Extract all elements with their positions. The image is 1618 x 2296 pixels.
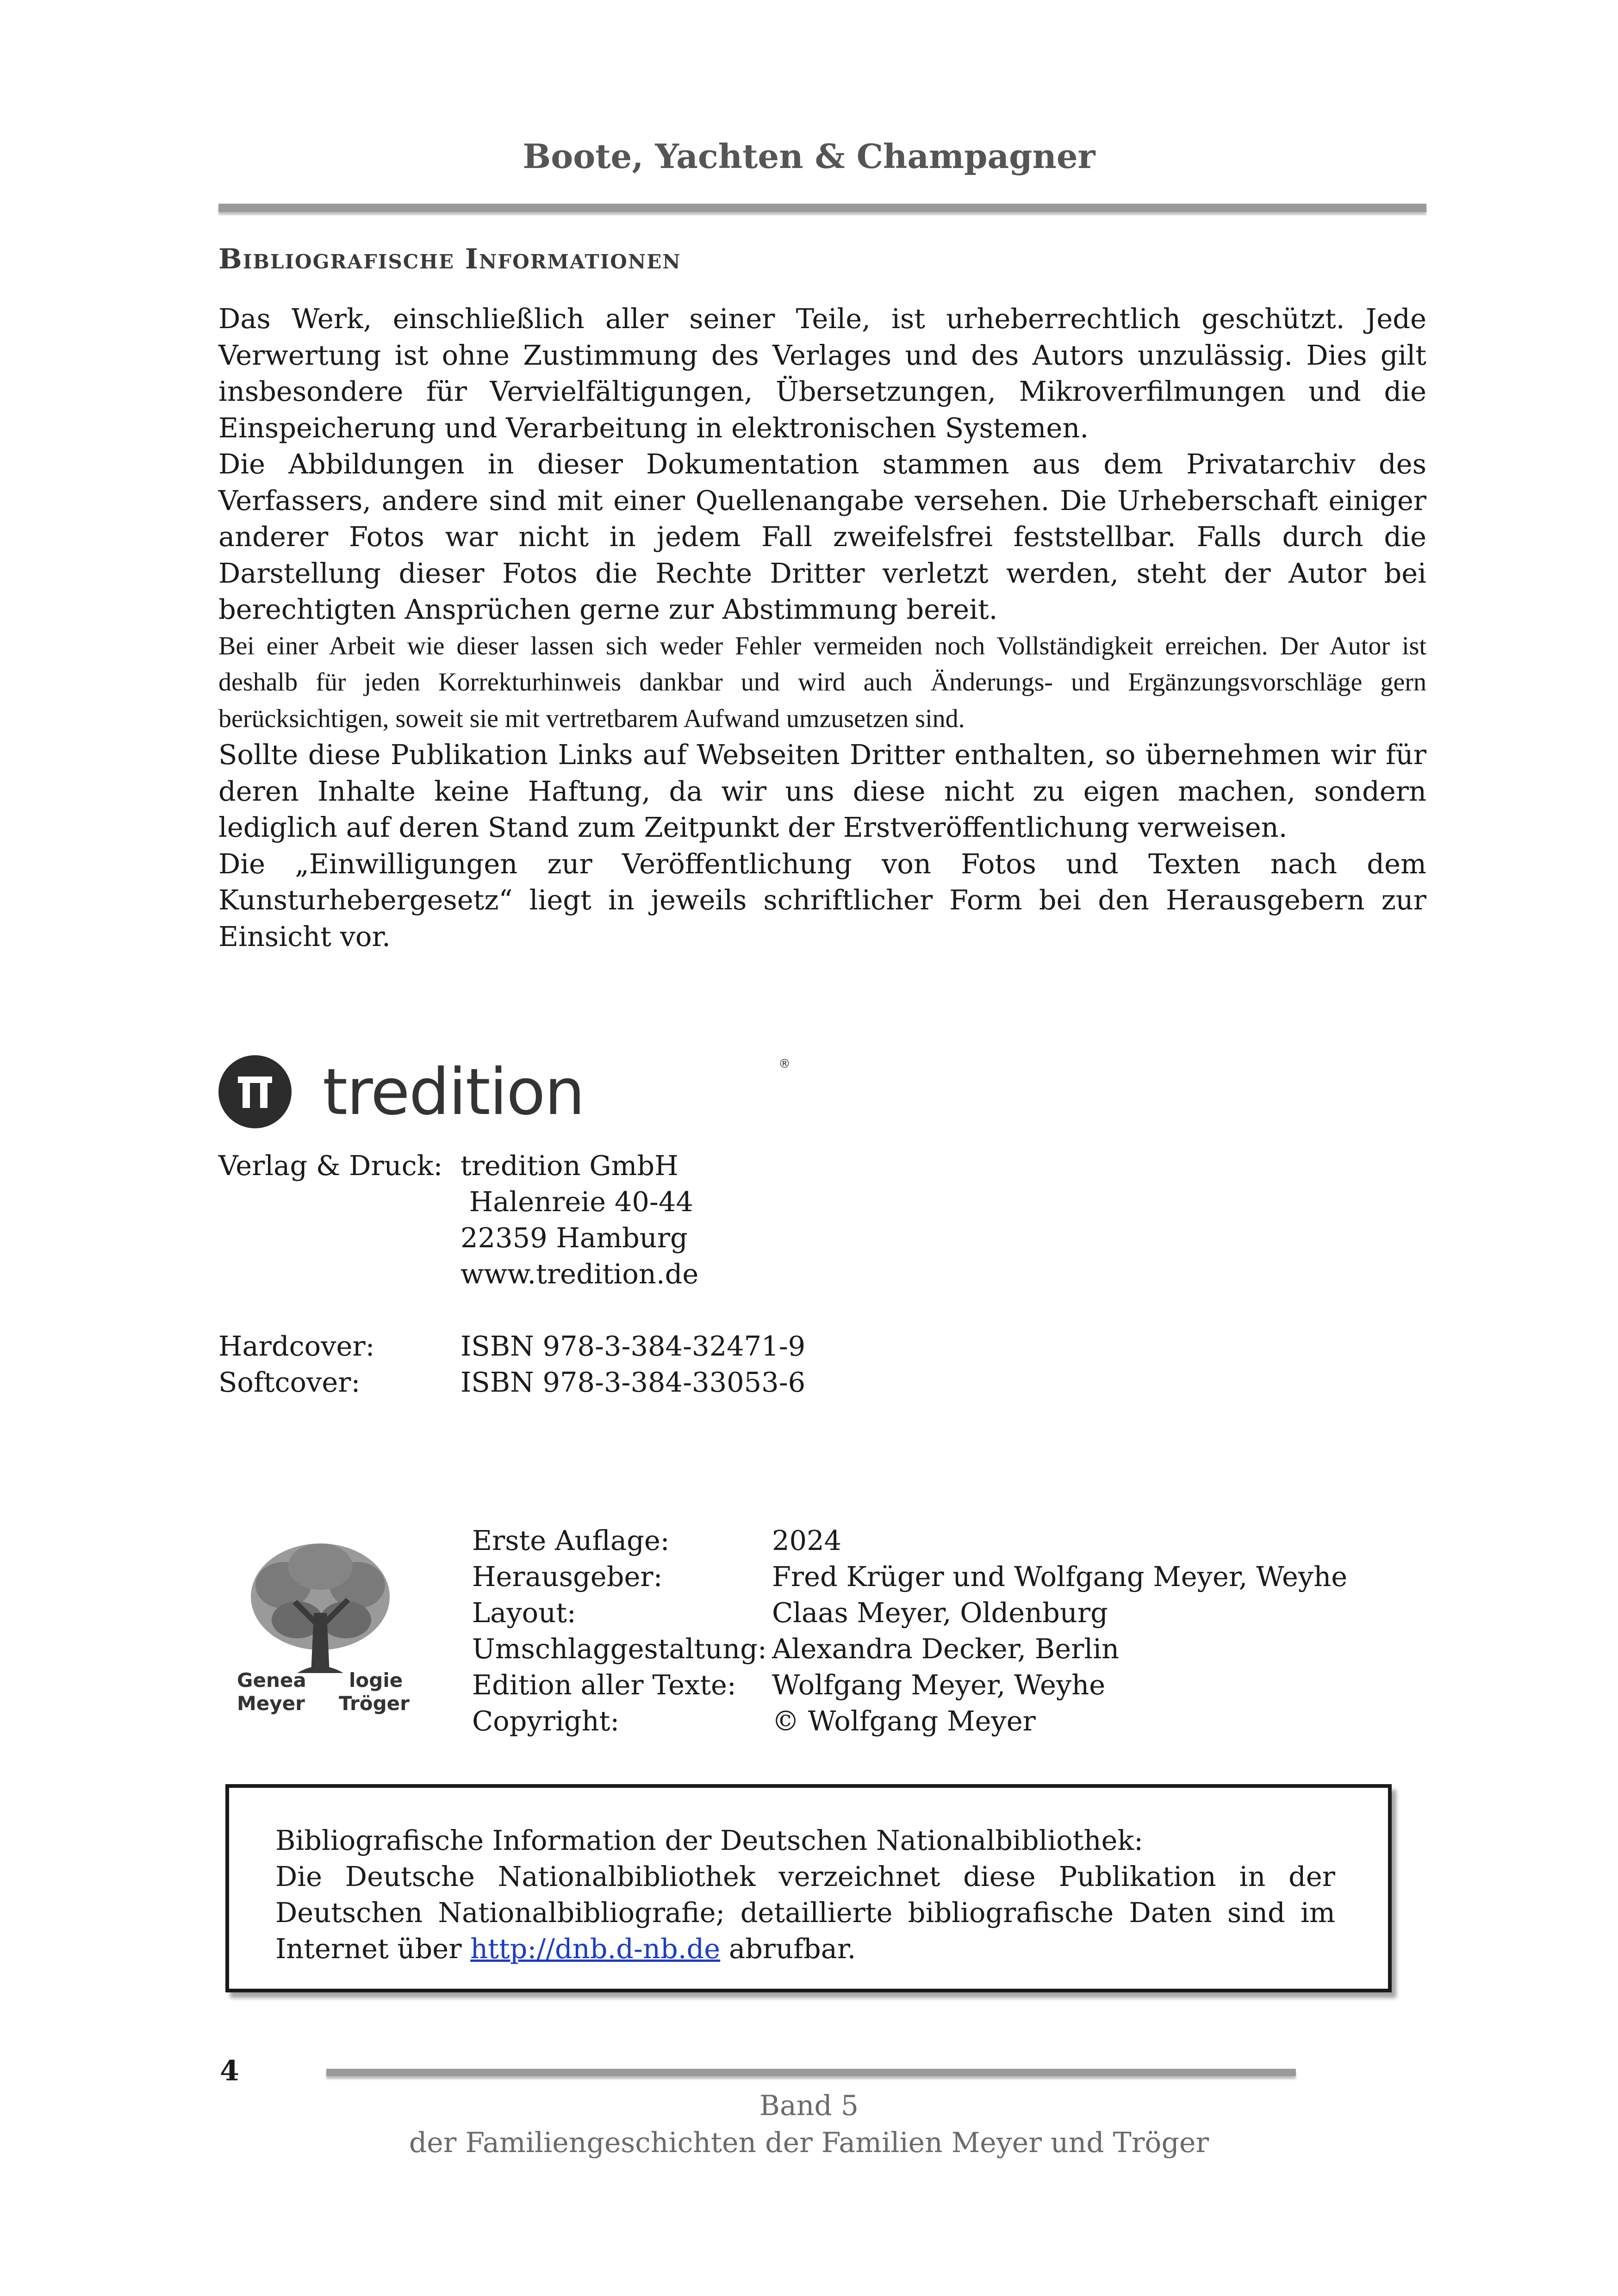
credit-label: Erste Auflage: [472, 1524, 670, 1556]
credit-value: Alexandra Decker, Berlin [772, 1633, 1120, 1665]
credit-label: Herausgeber: [472, 1561, 663, 1593]
tredition-wordmark: tredition [323, 1055, 584, 1129]
tredition-logo-icon [218, 1055, 292, 1128]
credit-value: © Wolfgang Meyer [772, 1705, 1036, 1737]
footer-volume: Band 5 [759, 2090, 859, 2122]
credit-value: Wolfgang Meyer, Weyhe [772, 1669, 1106, 1701]
running-title: Boote, Yachten & Champagner [523, 137, 1095, 176]
footer-series: der Familiengeschichten der Familien Meyer und Tröger [409, 2127, 1209, 2159]
verlag-line: 22359 Hamburg [461, 1222, 688, 1254]
body-text [218, 301, 1426, 955]
credit-label: Edition aller Texte: [472, 1669, 736, 1701]
softcover-label: Softcover: [218, 1366, 361, 1398]
credit-value: 2024 [772, 1524, 842, 1556]
credit-label: Copyright: [472, 1705, 620, 1737]
registered-mark: ® [778, 1057, 790, 1071]
dnb-after-link: abrufbar. [720, 1933, 856, 1965]
dnb-heading: Bibliografische Information der Deutschen Nationalbibliothek: [275, 1824, 1144, 1856]
family-tree-icon [228, 1520, 413, 1738]
credit-label: Umschlaggestaltung: [472, 1633, 767, 1665]
paragraph-corrections: Bei einer Arbeit wie dieser lassen sich weder Fehler vermeiden noch Vollständigkeit erreichen. Der Autor ist deshalb für jeden Korrekturhinweis dankbar und wird auch Änderungs- und Ergänzungsvorschläge gern berücksichtigen, soweit sie mit vertretbarem Aufwand umzusetzen sind. [218, 631, 1426, 733]
verlag-line: tredition GmbH [461, 1150, 678, 1182]
dnb-body [275, 1859, 1335, 1967]
genealogy-logo-line2-right: Tröger [339, 1692, 410, 1715]
section-heading: Bibliografische Informationen [218, 243, 681, 275]
verlag-label: Verlag & Druck: [218, 1150, 443, 1182]
dnb-text [275, 1823, 1335, 1967]
credit-value: Fred Krüger und Wolfgang Meyer, Weyhe [772, 1561, 1348, 1593]
footer-rule [326, 2069, 1296, 2076]
header-rule [218, 204, 1426, 212]
credit-value: Claas Meyer, Oldenburg [772, 1597, 1108, 1629]
genealogy-logo [228, 1520, 413, 1738]
verlag-website: www.tredition.de [461, 1258, 699, 1290]
genealogy-logo-line1-right: logie [349, 1669, 403, 1692]
page-number: 4 [220, 2055, 239, 2087]
paragraph-copyright: Das Werk, einschließlich aller seiner Teile, ist urheberrechtlich geschützt. Jede Verwertung ist ohne Zustimmung des Verlages und des Autors unzulässig. Dies gilt insbesondere für Vervielfältigungen, Übersetzungen, Mikroverfilmungen und die Einspeicherung und Verarbeitung in elektronischen Systemen. [218, 303, 1426, 444]
verlag-line: Halenreie 40-44 [461, 1186, 693, 1218]
paragraph-images: Die Abbildungen in dieser Dokumentation stammen aus dem Privatarchiv des Verfassers, andere sind mit einer Quellenangabe versehen. Die Urheberschaft einiger anderer Fotos war nicht in jedem Fall zweifelsfrei feststellbar. Falls durch die Darstellung dieser Fotos die Rechte Dritter verletzt werden, steht der Autor bei berechtigten Ansprüchen gerne zur Abstimmung bereit. [218, 448, 1426, 625]
dnb-info-box [225, 1784, 1392, 1992]
credit-label: Layout: [472, 1597, 576, 1629]
genealogy-logo-line1-left: Genea [237, 1669, 306, 1692]
paragraph-consent: Die „Einwilligungen zur Veröffentlichung von Fotos und Texten nach dem Kunsturhebergesetz“ liegt in jeweils schriftlicher Form bei den Herausgebern zur Einsicht vor. [218, 847, 1426, 952]
softcover-isbn: ISBN 978-3-384-33053-6 [461, 1366, 806, 1398]
dnb-link[interactable]: http://dnb.d-nb.de [470, 1933, 721, 1965]
paragraph-links: Sollte diese Publikation Links auf Webseiten Dritter enthalten, so übernehmen wir für deren Inhalte keine Haftung, da wir uns diese nicht zu eigen machen, sondern lediglich auf deren Stand zum Zeitpunkt der Erstveröffentlichung verweisen. [218, 739, 1426, 843]
dnb-body-text: Die Deutsche Nationalbibliothek verzeichnet diese Publikation in der Deutschen Nationalbibliografie; detaillierte bibliografische Daten sind im Internet über [275, 1860, 1335, 1965]
genealogy-logo-line2-left: Meyer [237, 1692, 305, 1715]
hardcover-label: Hardcover: [218, 1330, 375, 1362]
hardcover-isbn: ISBN 978-3-384-32471-9 [461, 1330, 806, 1362]
